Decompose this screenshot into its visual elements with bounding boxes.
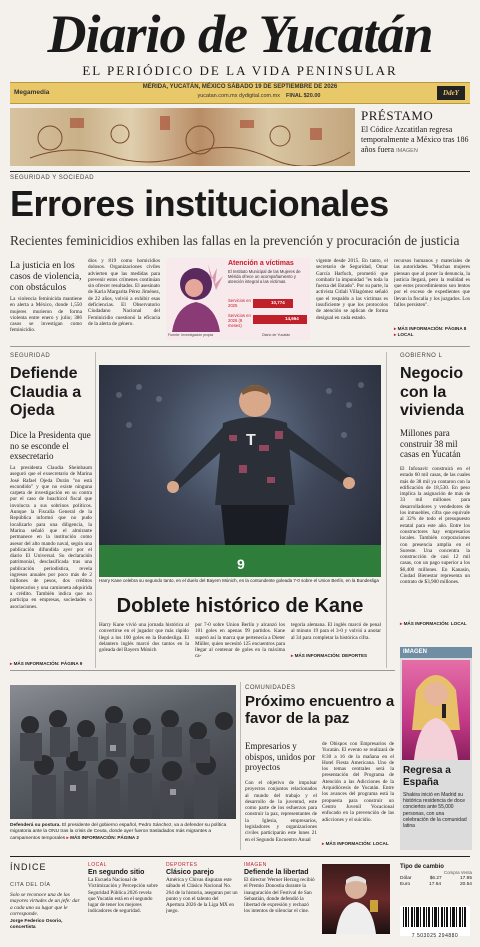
center-more-section: DEPORTES xyxy=(341,653,368,658)
lead-more-page: PÁGINA 8 xyxy=(444,326,467,331)
promo-section: IMAGEN xyxy=(396,148,418,154)
brief-text: El director Werner Herzog recibió el Premio Donostia durante la inauguración del Festival de San Sebastián, donde defendió la libertad de expresión y rechazó los intentos de silenciar el cine. xyxy=(244,877,315,915)
euro-sell: 20.54 xyxy=(459,882,472,887)
divider xyxy=(10,670,395,671)
lead-more-label: MÁS INFORMACIÓN: xyxy=(397,326,444,331)
lead-more[interactable]: ▸ MÁS INFORMACIÓN: PÁGINA 8 ▸ LOCAL xyxy=(394,326,467,337)
brief-text: América y Chivas disputan este sábado el Clásico Nacional No. 264 de la historia, aseguran por un punto y con el talento del Apertura 2026 de la Liga MX en juego. xyxy=(166,877,238,915)
director-icon xyxy=(322,864,390,934)
dollar-label: Dólar xyxy=(400,876,412,881)
divider xyxy=(10,856,470,857)
lead-subhead: Recientes feminicidios exhiben las fallas en la prevención y procuración de justicia xyxy=(10,233,460,248)
migrants-more-page: PÁGINA 2 xyxy=(117,835,139,840)
column-divider xyxy=(240,682,241,850)
bar2-value: 14,664 xyxy=(285,316,299,321)
migrants-more-label: MÁS INFORMACIÓN: xyxy=(70,835,117,840)
brief-section: LOCAL xyxy=(88,862,107,868)
lead-col1: La violencia feminicida mantiene en alerta a México, donde 1,550 mujeres murieron de forma violenta entre enero y julio; 386 casos se investigan como feminicidio. xyxy=(10,296,82,334)
euro-buy: 17.64 xyxy=(429,882,442,887)
column-divider xyxy=(95,352,96,668)
victims-graphic[interactable] xyxy=(166,258,310,340)
comunidades-subhead: Empresarios y obispos, unidos por proyectos xyxy=(245,741,316,772)
right-more-label: MÁS INFORMACIÓN: xyxy=(403,621,450,626)
left-kicker: SEGURIDAD xyxy=(10,353,51,359)
comunidades-col1: Con el objetivo de impulsar proyectos conjuntos relacionados al mundo del trabajo y el desarrollo de la juventud, este como parte de los esfuerzos para construir la paz, representantes de la Iglesia, empresarios, legisladores y organizaciones civiles participarán este lunes 21 en el Segundo Encuentro Anual xyxy=(245,780,317,843)
promo-text-body: El Códice Azcatitlan regresa temporalmente a México tras 186 años fuera xyxy=(361,125,469,154)
index-title[interactable]: ÍNDICE xyxy=(10,862,47,872)
comunidades-kicker: COMUNIDADES xyxy=(245,685,296,691)
brand-logo: Megamedia xyxy=(14,89,50,96)
brief-deportes[interactable] xyxy=(166,862,238,939)
codex-image[interactable] xyxy=(10,108,355,166)
center-col1: Harry Kane vivió una jornada histórica al convertirse en el jugador que más rápido llegó a los 100 goles en la Bundesliga. El delantero inglés marcó dos tantos en la goleada del Bayern Múnich xyxy=(99,622,189,654)
migrants-caption-bold: Defenderá su postura. xyxy=(10,823,61,828)
center-headline[interactable]: Doblete histórico de Kane xyxy=(116,595,364,617)
comunidades-col2: de Obispos con Empresarios de Yucatán. El evento se realizará de 8:30 a 16 de la mañana en el Hotel Fiesta Americana. Uno de los temas centrales será la presentación del Programa de Atención a las Adicciones de la Arquidiócesis de Yucatán. Entre los avances del programa está la propuesta para construir un Centro Juvenil Vocacional enfocado en la prevención de las adicciones y el suicidio. xyxy=(322,741,394,823)
right-more-section: LOCAL xyxy=(450,621,467,626)
divider xyxy=(10,171,470,172)
bar1-value: 10,774 xyxy=(271,300,285,305)
graphic-source: Fuente: Investigación propia xyxy=(168,333,214,337)
graphic-subtitle: El Instituto Municipal de las Mujeres de Mérida ofrece un acompañamiento y atención integral a las víctimas. xyxy=(228,269,301,285)
exchange-box xyxy=(400,864,472,904)
football-player-icon xyxy=(99,365,381,577)
imagen-headline[interactable]: Regresa a España xyxy=(403,765,451,788)
lead-headline[interactable]: Errores institucionales xyxy=(10,183,389,224)
exchange-subtitle: Compra Venta xyxy=(443,870,472,875)
lead-col4: recursos humanos y materiales de las autoridades. "Muchas mujeres piensan que al poner la denuncia, la justicia llegará, pero la realidad es que estos procedimientos son lentos por el exceso de expedientes que llevan la fiscalía y los juzgados. Los fallos persisten". xyxy=(394,258,470,309)
brief-title: Defiende la libertad xyxy=(244,869,309,876)
imagen-body: Shakira inició en Madrid su histórica residencia de doce conciertos ante 55,000 personas, con una celebración de la comunidad latina xyxy=(403,792,467,830)
kane-caption: Harry Kane celebra su segundo tanto, en el duelo del Bayern Múnich, en la contundente goleada 7-0 sobre el Union Berlín, en la Bundesliga xyxy=(99,578,379,583)
dollar-sell: 17.95 xyxy=(459,876,472,881)
herzog-photo[interactable] xyxy=(322,864,390,934)
cita-label: CITA DEL DÍA xyxy=(10,882,51,888)
left-more-label: MÁS INFORMACIÓN: xyxy=(13,661,60,666)
right-subhead: Millones para construir 38 mil casas en Yucatán xyxy=(400,428,461,459)
brief-local[interactable] xyxy=(88,862,160,939)
shakira-photo[interactable] xyxy=(402,660,470,760)
price: FINAL $20.00 xyxy=(286,93,321,99)
migrants-photo[interactable] xyxy=(10,685,236,819)
comunidades-headline[interactable]: Próximo encuentro a favor de la paz xyxy=(245,693,395,727)
migrants-caption xyxy=(10,823,236,842)
barcode-icon xyxy=(400,906,470,928)
right-headline[interactable]: Negocio con la vivienda xyxy=(400,365,465,419)
lead-col3: vigente desde 2015. En tanto, el secretario de Seguridad, Omar García Harfuch, prometió que combatir la impunidad "es toda la fuerza del Estado". Por su parte, la activista Citlali Villagómez señaló que el respaldo a las víctimas es insuficiente y que los protocolos de atención se aplican de forma desigual en cada estado. xyxy=(316,258,388,321)
right-kicker: GOBIERNO L xyxy=(400,353,443,359)
exchange-title: Tipo de cambio xyxy=(400,864,444,870)
brief-section: IMAGEN xyxy=(244,862,267,868)
center-more[interactable]: ▸ MÁS INFORMACIÓN: DEPORTES xyxy=(291,653,368,658)
svg-text:T: T xyxy=(246,432,256,449)
comunidades-more[interactable]: ▸ MÁS INFORMACIÓN: LOCAL xyxy=(322,841,389,846)
lead-sidehead[interactable]: La justicia en los casos de violencia, con obstáculos xyxy=(10,261,82,293)
crowd-icon xyxy=(10,685,236,819)
brief-title: En segundo sitio xyxy=(88,869,145,876)
center-more-label: MÁS INFORMACIÓN: xyxy=(294,653,341,658)
comunidades-more-label: MÁS INFORMACIÓN: xyxy=(325,841,372,846)
left-body: La presidenta Claudia Sheinbaum aseguró que el exsecretario de Marina José Rafael Ojeda Durán "no está escondido" y que no existe ninguna carpeta de investigación en su contra por el caso de huachicol fiscal que involucra a sus sobrinos políticos. Aunque la Fiscalía General de la República informó que no pudo localizarlo para una diligencia, la Marina señaló que el almirante permanece en la institución como asesor del alto mando naval, según una publicación difundida ayer por el diario El Universal. Su declaración patrimonial, desclasificada tras una publicación periodística, revela ingresos anuales por poco más de 2 millones de pesos, dos créditos hipotecarios y una camioneta adquirida a crédito. También indica que no participa en empresas, sociedades o asociaciones. xyxy=(10,465,92,610)
kane-photo[interactable] xyxy=(99,365,381,577)
migrants-caption-text: El presidente del gobierno español, Pedro Sánchez, va a defender su política migratoria ante la ONU tras la crisis de Ceuta, donde ayer fueron trasladados más migrantes a campamentos temporales xyxy=(10,823,227,841)
codex-illustration-icon xyxy=(10,108,355,166)
svg-text:9: 9 xyxy=(237,556,245,572)
woman-silhouette-icon xyxy=(166,258,226,332)
bar2-label: Servicios en 2026 (8 meses) xyxy=(228,313,251,328)
center-col2: por 7-0 sobre Union Berlín y alcanzó los 101 goles en apenas 99 partidos. Kane superó así la marca que pertenecía a Dieter Müller, quien necesitó 125 encuentros para llegar al centenar de goles en la máxima ca- xyxy=(195,622,285,660)
brief-imagen[interactable] xyxy=(244,862,316,947)
lead-more-section: LOCAL xyxy=(397,332,414,337)
euro-label: Euro xyxy=(400,882,411,887)
barcode xyxy=(400,906,470,939)
migrants-more[interactable]: ▸ MÁS INFORMACIÓN: PÁGINA 2 xyxy=(66,835,139,840)
imagen-box[interactable] xyxy=(400,647,472,850)
left-more[interactable]: ▸ MÁS INFORMACIÓN: PÁGINA 9 xyxy=(10,661,83,666)
cita-quote: Solo se reconoce una de las mayores virtudes de un jefe: dar a cada uno su lugar que le corresponde. xyxy=(10,892,80,918)
promo-title: PRÉSTAMO xyxy=(361,108,434,123)
cita-author: Jorge Federico Osorio, concertista xyxy=(10,919,63,930)
promo-text xyxy=(361,125,473,156)
lead-kicker: SEGURIDAD Y SOCIEDAD xyxy=(10,175,95,181)
brief-title: Clásico parejo xyxy=(166,869,214,876)
lead-col2: dios y 819 como homicidios dolosos. Organizaciones civiles advierten que las medidas para prevenir estos crímenes continúan sin ofrecer resultados. El asesinato de Karla Margarita Pérez Jiménez, de 22 años, volvió a exhibir esas deficiencias. El Observatorio Ciudadano Nacional del Feminicidio cuestionó la eficacia de la alerta de género. xyxy=(88,258,160,327)
column-divider xyxy=(386,352,387,668)
brief-text: La Escuela Nacional de Victimización y Percepción sobre Seguridad Pública 2026 revela que Yucatán está en el segundo lugar de tener los mejores indicadores de seguridad. xyxy=(88,877,158,915)
bar1-label: Servicios en 2025 xyxy=(228,298,251,308)
dollar-buy: $6.27 xyxy=(429,876,442,881)
masthead-title: Diario de Yucatán xyxy=(47,4,433,64)
place-date: MÉRIDA, YUCATÁN, MÉXICO SÁBADO 19 DE SEPTIEMBRE DE 2026 xyxy=(142,84,338,90)
exchange-dollar-row xyxy=(400,876,472,881)
comunidades-more-section: LOCAL xyxy=(372,841,389,846)
left-headline[interactable]: Defiende Claudia a Ojeda xyxy=(10,365,82,419)
exchange-euro-row xyxy=(400,882,472,887)
divider xyxy=(10,346,470,347)
brief-section: DEPORTES xyxy=(166,862,198,868)
left-more-page: PÁGINA 9 xyxy=(60,661,83,666)
left-subhead: Dice la Presidenta que no se esconde el exsecretario xyxy=(10,430,91,461)
center-col3: tegoría alemana. El inglés marcó de penal al minuto 19 para el 3-0 y volvió a anotar al 34 para completar la histórica cifra. xyxy=(291,622,381,641)
right-more[interactable]: ▸ MÁS INFORMACIÓN: LOCAL xyxy=(400,621,467,626)
imagen-kicker: IMAGEN xyxy=(400,647,472,658)
right-body: El Infonavit construirá en el estado 60 mil casas, de las cuales más de 38 mil ya contaron con la edificación de 18,530. En peso implica la asignación de más de 33 mil millones para desarrolladores y vendedores de los inmuebles, cifra que equivale al 32% de todo el presupuesto estatal para este año. Entre los constructores hay empresarios locales. También corporaciones con presencia amplia en el Sureste. Una concentra la construcción de casi 12 mil casas, con un pago superior a los $6,400 millones. En Kanasín, Ciudad Bienestar representa un contrato de $3,900 millones. xyxy=(400,466,470,586)
graphic-credit: Diario de Yucatán xyxy=(262,333,291,337)
singer-icon xyxy=(402,660,470,760)
masthead-tagline: EL PERIÓDICO DE LA VIDA PENINSULAR xyxy=(82,63,398,78)
web-address: yucatan.com.mx dydigital.com.mx xyxy=(197,93,280,99)
barcode-digits: 7 503025 294880 xyxy=(411,933,459,939)
ddey-logo: DdeY xyxy=(437,86,465,100)
graphic-title: Atención a víctimas xyxy=(228,260,294,267)
